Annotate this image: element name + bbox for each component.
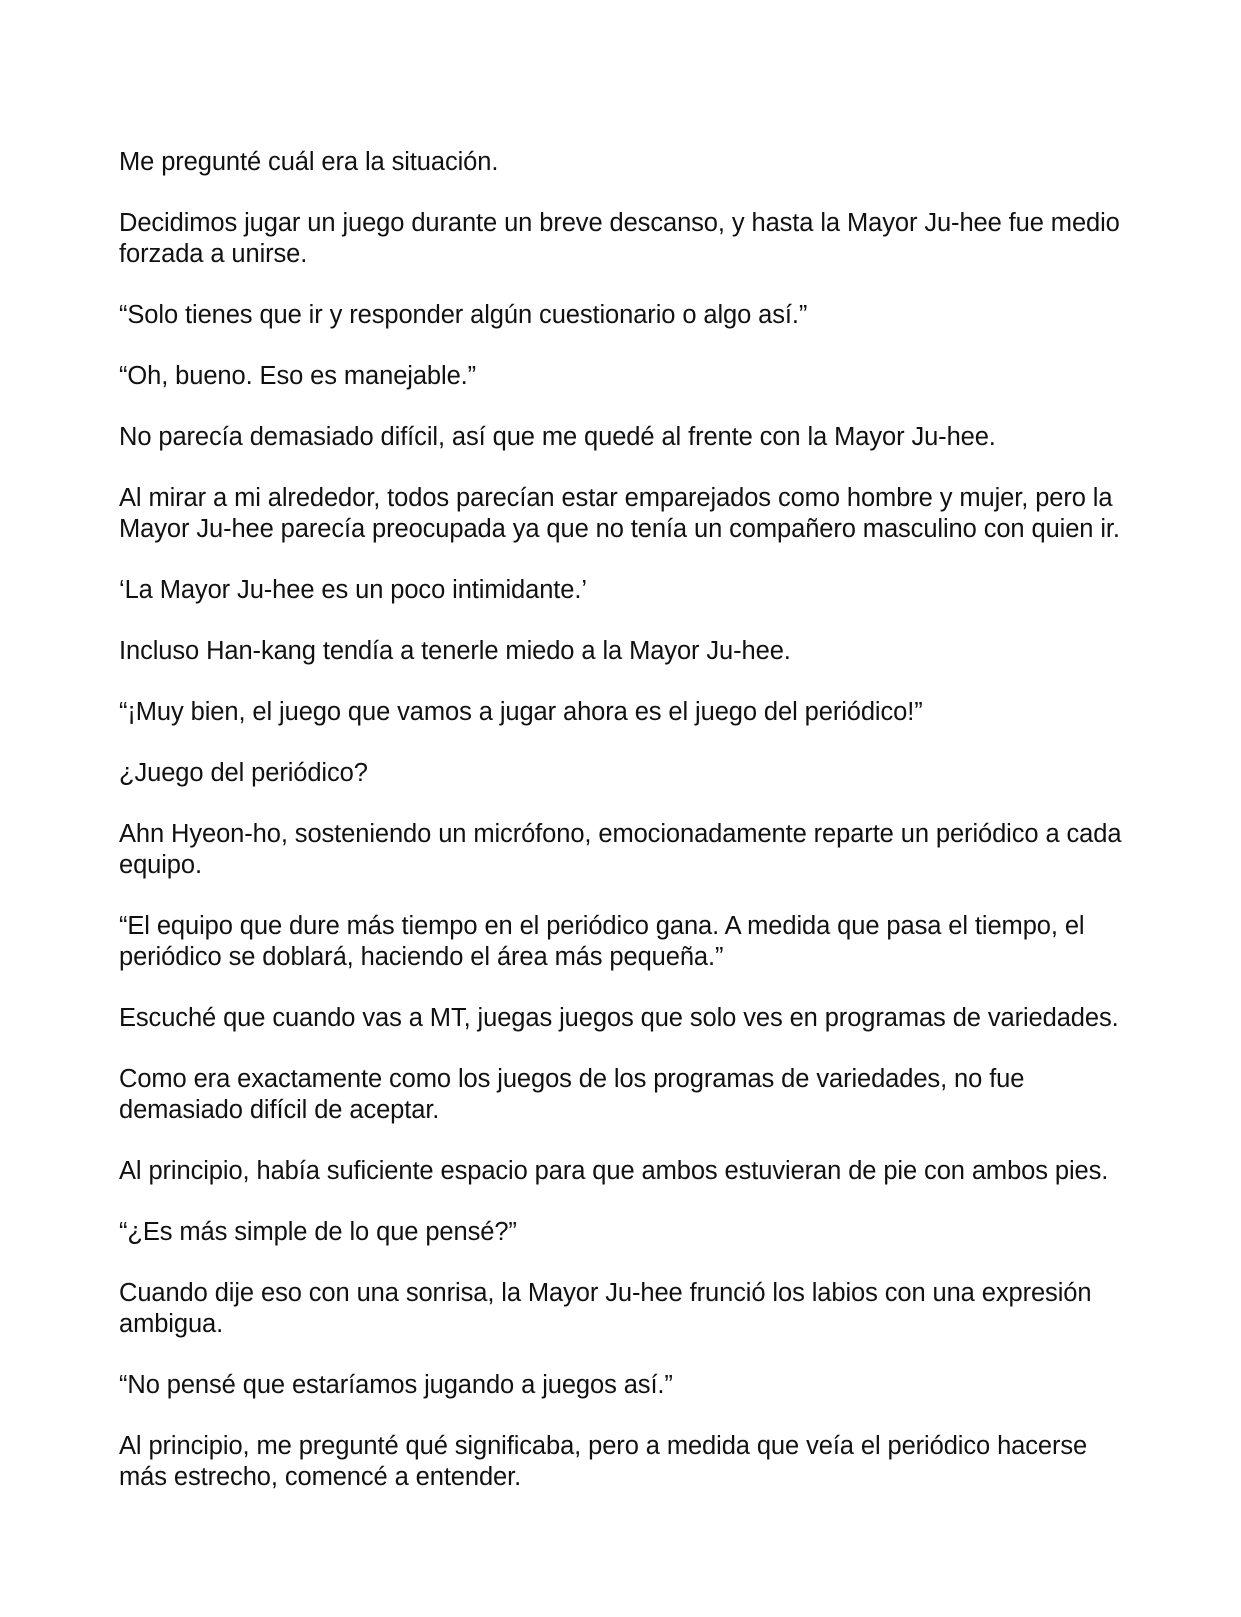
paragraph-1: Me pregunté cuál era la situación. bbox=[119, 148, 499, 176]
paragraph-13: Escuché que cuando vas a MT, juegas juegos que solo ves en programas de variedades. bbox=[119, 1004, 1119, 1032]
paragraph-14: Como era exactamente como los juegos de los programas de variedades, no fue demasiado difícil de aceptar. bbox=[119, 1065, 1025, 1124]
paragraph-11: Ahn Hyeon-ho, sosteniendo un micrófono, emocionadamente reparte un periódico a cada equipo. bbox=[119, 820, 1122, 879]
paragraph-10: ¿Juego del periódico? bbox=[119, 759, 368, 787]
document-body bbox=[119, 147, 1129, 1523]
paragraph-6: Al mirar a mi alrededor, todos parecían estar emparejados como hombre y mujer, pero la Mayor Ju-hee parecía preocupada ya que no tenía un compañero masculino con quien ir. bbox=[119, 484, 1120, 543]
paragraph-2: Decidimos jugar un juego durante un breve descanso, y hasta la Mayor Ju-hee fue medio forzada a unirse. bbox=[119, 209, 1120, 268]
paragraph-12: “El equipo que dure más tiempo en el periódico gana. A medida que pasa el tiempo, el periódico se doblará, haciendo el área más pequeña.” bbox=[119, 912, 1085, 971]
paragraph-16: “¿Es más simple de lo que pensé?” bbox=[119, 1218, 517, 1246]
paragraph-8: Incluso Han-kang tendía a tenerle miedo a la Mayor Ju-hee. bbox=[119, 637, 791, 665]
paragraph-5: No parecía demasiado difícil, así que me quedé al frente con la Mayor Ju-hee. bbox=[119, 423, 996, 451]
paragraph-9: “¡Muy bien, el juego que vamos a jugar ahora es el juego del periódico!” bbox=[119, 698, 923, 726]
paragraph-15: Al principio, había suficiente espacio para que ambos estuvieran de pie con ambos pies. bbox=[119, 1157, 1109, 1185]
paragraph-18: “No pensé que estaríamos jugando a juegos así.” bbox=[119, 1371, 673, 1399]
paragraph-17: Cuando dije eso con una sonrisa, la Mayor Ju-hee frunció los labios con una expresión ambigua. bbox=[119, 1279, 1092, 1338]
paragraph-7: ‘La Mayor Ju-hee es un poco intimidante.’ bbox=[119, 576, 587, 604]
paragraph-19: Al principio, me pregunté qué significaba, pero a medida que veía el periódico hacerse más estrecho, comencé a entender. bbox=[119, 1432, 1088, 1491]
paragraph-3: “Solo tienes que ir y responder algún cuestionario o algo así.” bbox=[119, 301, 808, 329]
paragraph-4: “Oh, bueno. Eso es manejable.” bbox=[119, 362, 477, 390]
